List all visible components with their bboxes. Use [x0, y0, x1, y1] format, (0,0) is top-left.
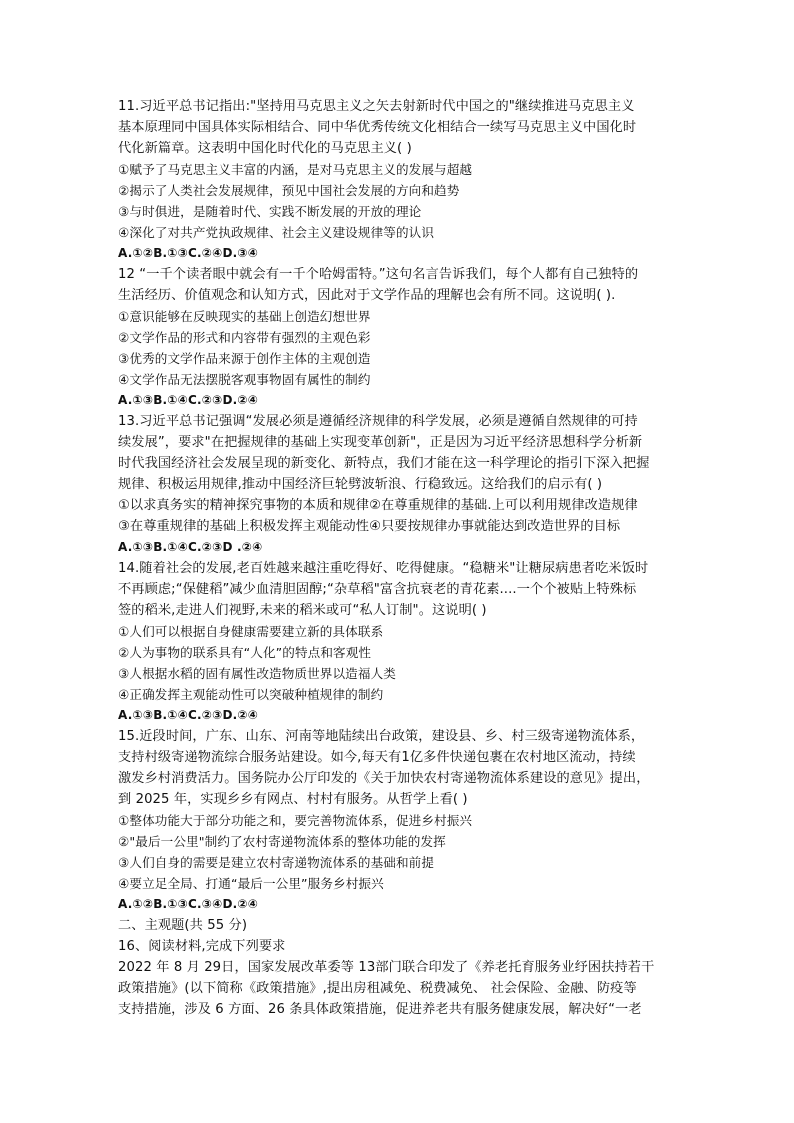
question-stem-line: 基本原理同中国具体实际相结合、同中华优秀传统文化相结合一续写马克思主义中国化时 — [118, 120, 637, 135]
question-stem-line: 15.近段时间，广东、山东、河南等地陆续出台政策，建设县、乡、村三级寄递物流体系， — [118, 729, 645, 744]
material-line: 2022 年 8 月 29日，国家发展改革委等 13部门联合印发了《养老托育服务业纾困扶持若干 — [118, 960, 655, 975]
question-14 — [118, 558, 678, 726]
question-stem-line: 代化新篇章。这表明中国化时代化的马克思主义( ) — [118, 141, 412, 156]
question-stem-line: 时代我国经济社会发展呈现的新变化、新特点，我们才能在这一科学理论的指引下深入把握 — [118, 456, 650, 471]
question-stem-line: 生活经历、价值观念和认知方式，因此对于文学作品的理解也会有所不同。这说明( ). — [118, 288, 616, 303]
option-line: ①意识能够在反映现实的基础上创造幻想世界 — [118, 309, 371, 324]
option-line: ①以求真务实的精神探究事物的本质和规律②在尊重规律的基础.上可以利用规律改造规律 — [118, 498, 638, 513]
question-stem-line: 续发展”，要求"在把握规律的基础上实现变革创新"，正是因为习近平经济思想科学分析新 — [118, 435, 643, 450]
option-line: ③人根据水稻的固有属性改造物质世界以造福人类 — [118, 666, 396, 681]
option-line: ②揭示了人类社会发展规律，预见中国社会发展的方向和趋势 — [118, 183, 460, 198]
option-line: ②"最后一公里"制约了农村寄递物流体系的整体功能的发挥 — [118, 834, 446, 849]
question-stem-line: 11.习近平总书记指出:"坚持用马克思主义之矢去射新时代中国之的"继续推进马克思主义 — [118, 99, 635, 114]
question-stem-line: 13.习近平总书记强调“发展必须是遵循经济规律的科学发展，必须是遵循自然规律的可持 — [118, 414, 638, 429]
document-page — [118, 96, 678, 1020]
question-instruction: 16、阅读材料,完成下列要求 — [118, 939, 286, 954]
option-line: ④深化了对共产党执政规律、社会主义建设规律等的认识 — [118, 225, 435, 240]
question-16 — [118, 936, 678, 1020]
question-stem-line: 12 “一千个读者眼中就会有一千个哈姆雷特。”这句名言告诉我们，每个人都有自己独特的 — [118, 267, 639, 282]
question-stem-line: 激发乡村消费活力。国务院办公厅印发的《关于加快农村寄递物流体系建设的意见》提出， — [118, 771, 650, 786]
question-12 — [118, 264, 678, 411]
question-stem-line: 规律、积极运用规律,推动中国经济巨轮劈波斩浪、行稳致远。这给我们的启示有( ) — [118, 477, 603, 492]
section-title: 二、主观题(共 55 分) — [118, 918, 248, 933]
option-line: ④正确发挥主观能动性可以突破种植规律的制约 — [118, 687, 384, 702]
option-line: ④要立足全局、打通“最后一公里”服务乡村振兴 — [118, 876, 384, 891]
question-stem-line: 到 2025 年，实现乡乡有网点、村村有服务。从哲学上看( ) — [118, 792, 468, 807]
answer-choices: A.①③B.①④C.②③D .②④ — [118, 540, 263, 554]
option-line: ③与时俱进，是随着时代、实践不断发展的开放的理论 — [118, 204, 422, 219]
material-line: 政策措施》(以下简称《政策措施》,提出房租减免、税费减免、 社会保险、金融、防疫等 — [118, 981, 637, 996]
question-13 — [118, 411, 678, 558]
answer-choices: A.①③B.①④C.②③D.②④ — [118, 393, 259, 407]
material-line: 支持措施，涉及 6 方面、26 条具体政策措施，促进养老共有服务健康发展，解决好“一老 — [118, 1002, 642, 1017]
question-stem-line: 签的稻米,走进人们视野,未来的稻米或可“私人订制"。这说明( ) — [118, 603, 487, 618]
question-15 — [118, 726, 678, 915]
option-line: ③人们自身的需要是建立农村寄递物流体系的基础和前提 — [118, 855, 435, 870]
option-line: ③优秀的文学作品来源于创作主体的主观创造 — [118, 351, 371, 366]
question-stem-line: 支持村级寄递物流综合服务站建设。如今,每天有1亿多件快递包裹在农村地区流动，持续 — [118, 750, 636, 765]
option-line: ②文学作品的形式和内容带有强烈的主观色彩 — [118, 330, 371, 345]
option-line: ①整体功能大于部分功能之和，要完善物流体系，促进乡村振兴 — [118, 813, 473, 828]
option-line: ④文学作品无法摆脱客观事物固有属性的制约 — [118, 372, 371, 387]
answer-choices: A.①③B.①④C.②③D.②④ — [118, 708, 259, 722]
answer-choices: A.①②B.①③C.③④D.②④ — [118, 897, 259, 911]
question-stem-line: 14.随着社会的发展,老百姓越来越注重吃得好、吃得健康。“稳糖米"让糖尿病患者吃米饭时 — [118, 561, 649, 576]
option-line: ①人们可以根据自身健康需要建立新的具体联系 — [118, 624, 384, 639]
option-line: ①赋予了马克思主义丰富的内涵，是对马克思主义的发展与超越 — [118, 162, 473, 177]
answer-choices: A.①②B.①③C.②④D.③④ — [118, 246, 259, 260]
option-line: ③在尊重规律的基础上积极发挥主观能动性④只要按规律办事就能达到改造世界的目标 — [118, 519, 621, 534]
question-stem-line: 不再顾虑;“保健稻”减少血清胆固醇;“杂草稻"富含抗衰老的青花素....一个个被贴上特殊标 — [118, 582, 637, 597]
question-11 — [118, 96, 678, 264]
option-line: ②人为事物的联系具有“人化”的特点和客观性 — [118, 645, 372, 660]
